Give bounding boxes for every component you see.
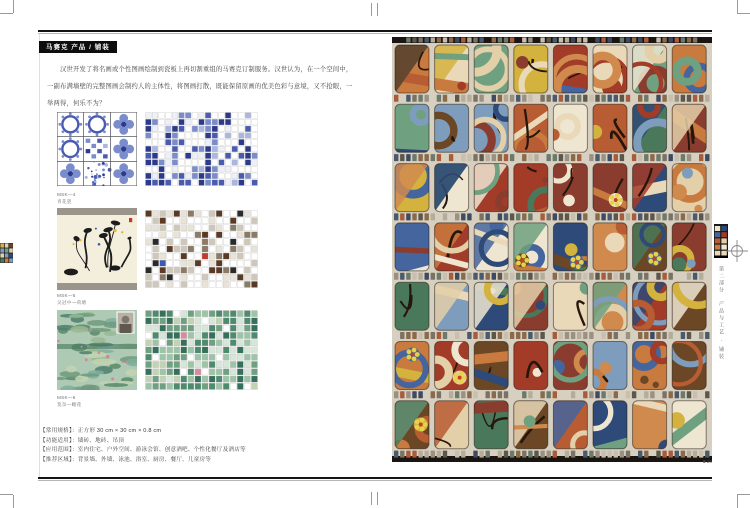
- product-name: 吴冠中—荷塘: [57, 300, 87, 305]
- crop-mark: [0, 13, 13, 14]
- intro-line: 举两得，何乐不为？: [47, 100, 106, 107]
- spec-line: 【功能适用】：墙砖、地砖、吊顶: [40, 437, 125, 444]
- spec-list: [40, 427, 246, 465]
- chapter-side-label: 第二部分 产品与工艺 · 铺装: [718, 266, 724, 361]
- center-tick: [377, 3, 378, 16]
- product-mosaic-image-waterlilies: [145, 310, 258, 390]
- page-top-edge-shadow: [38, 33, 712, 34]
- section-header: 马赛克 产品 / 铺装: [39, 41, 117, 53]
- page-bottom-edge-shadow: [38, 480, 712, 481]
- page-top-edge: [38, 30, 712, 32]
- crop-mark: [0, 494, 13, 495]
- spec-line: 【应用范围】：室内住宅、户外空间、游泳会馆、创意酒吧、个性化餐厅及酒店等: [40, 447, 246, 454]
- product-code: MSK—5: [57, 293, 76, 298]
- product-label: [57, 292, 86, 306]
- intro-line: 一副布满墙壁的完整图画会制约人的主体性，将图画打散，既能保留原画的优美色彩与意境，又不抢眼，一: [47, 83, 353, 90]
- product-source-image-ink-lotus: [57, 208, 137, 290]
- center-tick: [371, 492, 372, 505]
- product-mosaic-image-porcelain: [145, 112, 258, 186]
- product-label: [57, 191, 76, 205]
- left-edge-thumbnail: [0, 243, 13, 263]
- registration-mark-icon: [726, 240, 748, 262]
- intro-line: 汉世开发了将名画或个性图画绘制到瓷板上再切割重组的马赛克订制服务。汉世认为，在一个空间中，: [60, 66, 353, 73]
- product-source-image-waterlilies: [57, 310, 137, 390]
- center-tick: [371, 3, 372, 16]
- center-tick: [377, 492, 378, 505]
- crop-mark: [737, 0, 738, 13]
- product-code: MSK—4: [57, 192, 76, 197]
- product-code: MSK—6: [57, 395, 76, 400]
- page-number: ■ 29: [702, 459, 712, 464]
- product-mosaic-image-ink-lotus: [145, 210, 258, 288]
- product-name: 莫奈—睡莲: [57, 402, 82, 407]
- product-name: 青花瓷: [57, 199, 72, 204]
- spec-line: 【推荐区域】：背景墙、外墙、泳池、浴室、厨房、餐厅、儿童房等: [40, 456, 212, 463]
- spec-line: 【常用规格】：正方形 30 cm × 30 cm × 0.8 cm: [40, 428, 162, 434]
- product-label: [57, 394, 81, 408]
- crop-mark: [737, 495, 738, 508]
- left-margin-guide: [39, 33, 40, 477]
- mosaic-photo: [392, 37, 712, 462]
- product-source-image-porcelain: [57, 112, 137, 186]
- crop-mark: [13, 495, 14, 508]
- intro-paragraph: [47, 61, 353, 112]
- crop-mark: [737, 13, 750, 14]
- page-bottom-edge: [38, 477, 712, 479]
- crop-mark: [13, 0, 14, 13]
- crop-mark: [737, 494, 750, 495]
